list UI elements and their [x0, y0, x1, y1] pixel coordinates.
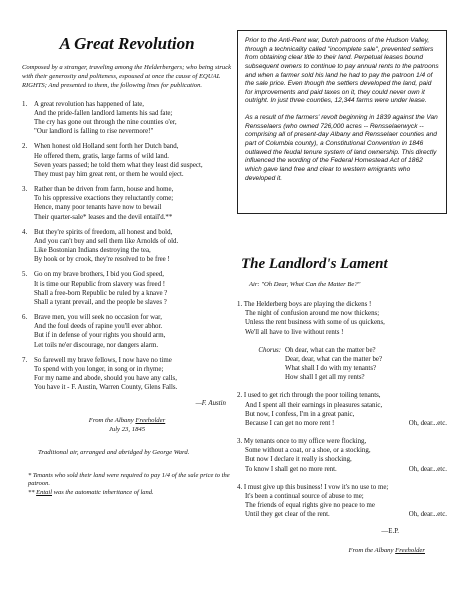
stanza-line — [22, 228, 232, 237]
lament-source-paper: Freeholder — [395, 547, 425, 555]
stanza-line-text: To his oppressive exactions they reluctantly come; — [34, 195, 174, 203]
poem-title-landlords-lament: The Landlord's Lament — [241, 256, 388, 272]
stanza-number: 7. — [22, 356, 28, 364]
lament-line — [237, 501, 447, 510]
stanza-line — [22, 161, 232, 170]
lament-line-text: Some without a coat, or a shoe, or a stocking, — [245, 447, 371, 455]
footnote-entail — [28, 489, 232, 497]
source-date: July 23, 1845 — [108, 426, 146, 434]
lament-line-text: To know I shall get no more rent. — [245, 465, 337, 473]
stanza-line — [22, 100, 232, 109]
lament-line — [237, 410, 447, 419]
song-air: Air: "Oh Dear, What Can the Matter Be?" — [249, 281, 361, 288]
stanza-line-text: "Our landlord is falling to rise nevermore!" — [34, 128, 154, 136]
stanza-line-text: Like Bostonian Indians destroying the tea, — [34, 247, 151, 255]
lament-line — [237, 419, 447, 428]
chorus-line-text: Dear, dear, what can the matter be? — [285, 355, 383, 363]
stanza-line-text: But if in defense of your rights you should arm, — [34, 332, 166, 340]
poem-intro: Composed by a stranger, traveling among the Helderbergers; who being struck with their generosity and politeness, espoused at once the cause of EQUAL RIGHTS; And presented to them, the following lines for publication. — [22, 64, 232, 89]
lament-line: Unless the rent business with some of us quickens, — [245, 319, 385, 327]
chorus-line — [237, 346, 447, 355]
lament-line — [237, 437, 447, 446]
lament-line-text: And I spent all their earnings in pleasures satanic, — [245, 401, 383, 409]
stanza-line-text: They must pay him great rent, or them he would eject. — [34, 170, 184, 178]
lament-signature: —E.P. — [381, 528, 399, 536]
stanza-line-text: But they're spirits of freedom, all honest and bold, — [34, 228, 173, 236]
lament-line-text: Because I can get no more rent ! — [245, 419, 335, 427]
stanza-5 — [22, 270, 232, 307]
arrangement-credit: Traditional air, arranged and abridged by George Ward. — [38, 448, 190, 456]
stanza-2 — [22, 142, 232, 179]
stanza-line — [22, 341, 232, 350]
history-paragraph-1: Prior to the Anti-Rent war, Dutch patroons of the Hudson Valley, through a technicality called "incomplete sale", prevented settlers from obtaining clear title to their land. Perpetual leases bound subsequent owners to continue to pay annual rents to the patroons and when a farmer sold his land he had to pay the patroon 1/4 of the sale price. Even though the settlers developed the land, paid for improvements and paid taxes on it, they could never own it outright. In just three counties, 12,344 farms were under lease. — [245, 37, 439, 105]
refrain-cue: Oh, dear...etc. — [408, 465, 447, 473]
lament-stanza-3 — [237, 437, 447, 474]
stanza-line-text: Let toils ne'er discourage, nor dangers alarm. — [34, 341, 159, 349]
stanza-line — [22, 203, 232, 212]
lament-line-text: Until they get clear of the rent. — [245, 511, 330, 519]
stanza-line — [22, 255, 232, 264]
source-paper: Freeholder — [135, 417, 166, 425]
stanza-line — [22, 142, 232, 151]
history-paragraph-2: As a result of the farmers' revolt beginning in 1839 against the Van Rensselaers (who owned 726,000 acres -- Rensselaerwyck -- comprising all of present-day Albany and Rensselaer counties and part of Columbia county), a Constitutional Convention in 1846 outlawed the feudal tenure system of land ownership. This directly influenced the wording of the Federal Homestead Act of 1862 which gave land free and clear to western emigrants who developed it. — [245, 114, 438, 182]
lament-line-text: But now I declare it really is shocking, — [245, 456, 352, 464]
footnotes — [28, 472, 232, 497]
stanza-line — [22, 270, 232, 279]
stanza-line — [22, 374, 232, 383]
lament-line-text: It's been a continual source of abuse to me; — [245, 492, 364, 500]
poem-stanzas — [22, 100, 232, 393]
stanza-line — [22, 331, 232, 340]
lament-line: We'll all have to live without rents ! — [245, 328, 344, 336]
lament-line — [237, 492, 447, 501]
lament-line — [237, 401, 447, 410]
chorus-label: Chorus: — [258, 346, 281, 354]
stanza-line-text: Rather than be driven from farm, house and home, — [34, 186, 174, 194]
footnote-marker: ** — [28, 488, 37, 496]
poem-title-great-revolution: A Great Revolution — [59, 34, 195, 53]
stanza-number: 3. — [22, 186, 28, 194]
stanza-3 — [22, 185, 232, 222]
stanza-line-text: He offered them, gratis, large farms of wild land. — [34, 152, 170, 160]
stanza-line — [22, 298, 232, 307]
lament-line-text: 3. My tenants once to my office were flocking, — [237, 438, 367, 446]
stanza-line — [22, 280, 232, 289]
stanza-line-text: Go on my brave brothers, I bid you God speed, — [34, 271, 164, 279]
stanza-7 — [22, 356, 232, 393]
stanza-line — [22, 356, 232, 365]
stanza-line — [22, 313, 232, 322]
stanza-line — [22, 109, 232, 118]
stanza-6 — [22, 313, 232, 350]
stanza-line — [22, 289, 232, 298]
lament-source-prefix: From the Albany — [348, 547, 396, 555]
stanza-number: 1. — [22, 100, 28, 108]
chorus-line — [237, 364, 447, 373]
stanza-line — [22, 383, 232, 392]
refrain-cue: Oh, dear...etc. — [408, 511, 447, 519]
stanza-line-text: The cry has gone out through the nine counties o'er, — [34, 119, 177, 127]
lament-line — [237, 465, 447, 474]
lament-line — [237, 446, 447, 455]
lament-stanza-2 — [237, 391, 447, 428]
stanza-line-text: Hence, many poor tenants have now to bewail — [34, 204, 162, 212]
poem-signature: —F. Austin — [195, 400, 226, 408]
stanza-line-text: A great revolution has happened of late, — [34, 100, 145, 108]
stanza-line — [22, 185, 232, 194]
refrain-cue: Oh, dear...etc. — [408, 419, 447, 427]
stanza-line-text: Seven years passed; he told them what they least did suspect, — [34, 161, 203, 169]
stanza-line-text: And the foul deeds of rapine you'll ever abhor. — [34, 323, 163, 331]
lament-line-text: The friends of equal rights give no peace to me — [245, 502, 375, 510]
footnote-quarter-sale: * Tenants who sold their land were required to pay 1/4 of the sale price to the patroon. — [28, 471, 230, 488]
stanza-line-text: Their quarter-sale* leases and the devil entail'd.** — [34, 213, 173, 221]
lament-line-text: 4. I must give up this business! I vow it's no use to me; — [237, 483, 389, 491]
lament-line-text: 2. I used to get rich through the poor toiling tenants, — [237, 392, 381, 400]
chorus-line-text: Oh dear, what can the matter be? — [285, 346, 376, 354]
lament-source — [237, 547, 425, 554]
stanza-number: 5. — [22, 271, 28, 279]
stanza-line-text: Shall a free-born Republic be ruled by a knave ? — [34, 289, 168, 297]
stanza-number: 2. — [22, 143, 28, 151]
stanza-line — [22, 246, 232, 255]
footnote-entail-word: Entail — [36, 488, 53, 496]
lament-line-text: But now, I confess, I'm in a great panic, — [245, 410, 355, 418]
stanza-number: 6. — [22, 314, 28, 322]
stanza-line-text: You have it - F. Austin, Warren County, Glens Falls. — [34, 384, 178, 392]
stanza-number: 4. — [22, 228, 28, 236]
stanza-line — [22, 322, 232, 331]
stanza-line-text: So farewell my brave fellows, I now have no time — [34, 356, 172, 364]
chorus-indent — [237, 355, 285, 364]
lament-chorus — [237, 346, 447, 383]
lament-line — [237, 391, 447, 400]
lament-line: The night of confusion around me now thickens; — [245, 310, 380, 318]
stanza-line-text: And you can't buy and sell them like Arnolds of old. — [34, 237, 179, 245]
chorus-indent — [237, 373, 285, 382]
stanza-line-text: When honest old Holland sent forth her Dutch band, — [34, 143, 179, 151]
stanza-line — [22, 152, 232, 161]
stanza-line — [22, 194, 232, 203]
lament-stanza-4 — [237, 483, 447, 520]
chorus-line-text: How shall I get all my rents? — [285, 374, 365, 382]
stanza-4 — [22, 228, 232, 265]
stanza-line-text: To spend with you longer, in song or in rhyme; — [34, 365, 164, 373]
lament-line: 1. The Helderberg boys are playing the dickens ! — [237, 301, 372, 308]
stanza-line-text: Shall a tyrant prevail, and the people be slaves ? — [34, 298, 167, 306]
stanza-line — [22, 365, 232, 374]
lament-line — [237, 510, 447, 519]
left-column — [22, 30, 232, 497]
poem-source — [22, 417, 232, 434]
stanza-line-text: By hook or by crook, they're resolved to be free ! — [34, 256, 170, 264]
chorus-line — [237, 355, 447, 364]
stanza-line — [22, 237, 232, 246]
footnote-entail-text: was the automatic inheritance of land. — [52, 488, 154, 496]
stanza-line — [22, 118, 232, 127]
stanza-line-text: And the pride-fallen landlord laments his sad fate; — [34, 109, 173, 117]
right-column — [237, 30, 447, 554]
chorus-indent — [237, 364, 285, 373]
stanza-line — [22, 170, 232, 179]
stanza-line-text: It is time our Republic from slavery was freed ! — [34, 280, 166, 288]
stanza-line — [22, 213, 232, 222]
chorus-line — [237, 373, 447, 382]
lament-stanza-1 — [237, 300, 447, 337]
lament-stanzas — [237, 391, 447, 519]
stanza-line — [22, 127, 232, 136]
lament-line — [237, 483, 447, 492]
stanza-line-text: For my name and abode, should you have any calls, — [34, 375, 177, 383]
history-sidebar-box — [237, 30, 447, 214]
stanza-line-text: Brave men, you will seek no occasion for war, — [34, 314, 162, 322]
source-prefix: From the Albany — [88, 417, 136, 425]
stanza-1 — [22, 100, 232, 137]
lament-line — [237, 455, 447, 464]
chorus-line-text: What shall I do with my tenants? — [285, 365, 377, 373]
